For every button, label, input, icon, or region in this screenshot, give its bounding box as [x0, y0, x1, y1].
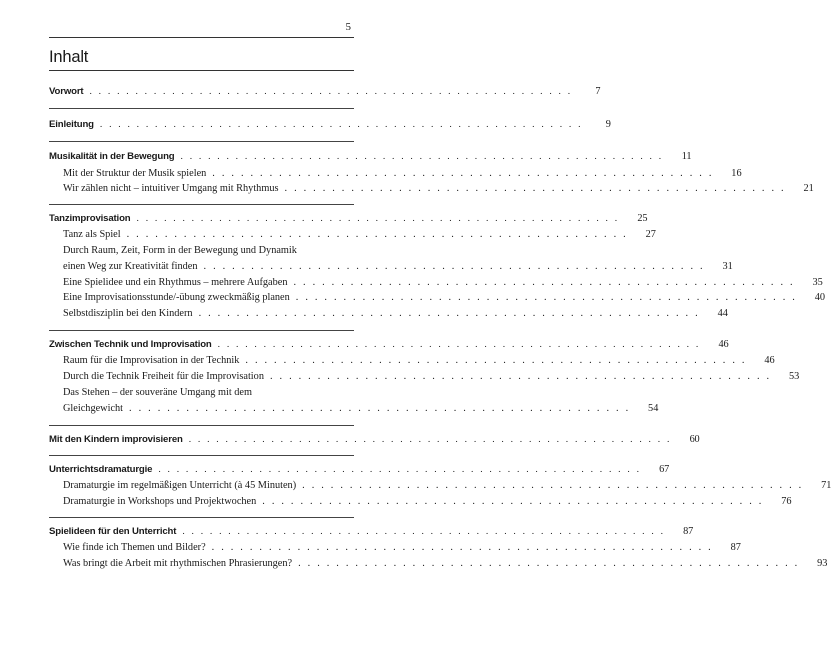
- toc-label: Durch Raum, Zeit, Form in der Bewegung und Dynamik: [63, 245, 297, 256]
- toc-label: Selbstdisziplin bei den Kindern: [63, 308, 193, 319]
- toc-label: Einleitung: [49, 119, 94, 130]
- section-divider: [49, 141, 354, 142]
- toc-page: 53: [788, 371, 800, 382]
- toc-entry-einleitung[interactable]: [49, 119, 611, 135]
- toc-label: Wir zählen nicht – intuitiver Umgang mit Rhythmus: [63, 183, 279, 194]
- toc-page: 35: [812, 277, 823, 288]
- toc-label: einen Weg zur Kreativität finden: [63, 261, 198, 272]
- toc-label: Unterrichtsdramaturgie: [49, 464, 153, 475]
- toc-leader-dots: . . . . . . . . . . . . . . . . . . . . . . . . . . . . . . . . . . . . . . . . . . . . . . . . . . . . .: [99, 119, 583, 130]
- toc-label: Dramaturgie in Workshops und Projektwochen: [63, 496, 257, 507]
- toc-entry-tanzspiel[interactable]: [49, 229, 656, 245]
- toc-leader-dots: . . . . . . . . . . . . . . . . . . . . . . . . . . . . . . . . . . . . . . . . . . . . . . . . . . . . .: [129, 403, 631, 414]
- toc-page: 9: [605, 119, 611, 130]
- toc-leader-dots: . . . . . . . . . . . . . . . . . . . . . . . . . . . . . . . . . . . . . . . . . . . . . . . . . . . . .: [293, 277, 795, 288]
- section-divider: [49, 517, 354, 518]
- toc-leader-dots: . . . . . . . . . . . . . . . . . . . . . . . . . . . . . . . . . . . . . . . . . . . . . . . . . . . . .: [217, 339, 701, 350]
- toc-page: 54: [648, 403, 659, 414]
- toc-entry-raumfuer[interactable]: [49, 355, 775, 371]
- toc-page: 87: [683, 526, 694, 537]
- toc-entry-mitkindern[interactable]: [49, 434, 700, 450]
- toc-entry-stehen-line1[interactable]: [49, 387, 354, 403]
- toc-label: Zwischen Technik und Improvisation: [49, 339, 212, 350]
- toc-page: 40: [814, 292, 826, 303]
- toc-label: Wie finde ich Themen und Bilder?: [63, 542, 206, 553]
- toc-label: Dramaturgie im regelmäßigen Unterricht (à 45 Minuten): [63, 480, 297, 491]
- toc-entry-raum-line1[interactable]: [49, 245, 354, 261]
- toc-label: Vorwort: [49, 86, 84, 97]
- toc-entry-spielideen[interactable]: [49, 526, 694, 542]
- toc-entry-stehen-line2[interactable]: [49, 403, 659, 419]
- toc-leader-dots: . . . . . . . . . . . . . . . . . . . . . . . . . . . . . . . . . . . . . . . . . . . . . . . . . . . . .: [182, 526, 666, 537]
- toc-page: 11: [681, 151, 692, 162]
- toc-leader-dots: . . . . . . . . . . . . . . . . . . . . . . . . . . . . . . . . . . . . . . . . . . . . . . . . . . . . .: [158, 464, 642, 475]
- toc-page: 7: [595, 86, 601, 97]
- toc-entry-zwischen[interactable]: [49, 339, 729, 355]
- toc-entry-freiheit[interactable]: [49, 371, 800, 387]
- section-divider: [49, 455, 354, 456]
- toc-page: 93: [817, 558, 828, 569]
- toc-entry-spielidee[interactable]: [49, 277, 823, 293]
- toc-entry-struktur[interactable]: [49, 168, 742, 184]
- toc-leader-dots: . . . . . . . . . . . . . . . . . . . . . . . . . . . . . . . . . . . . . . . . . . . . . . . . . . . . .: [203, 261, 705, 272]
- toc-entry-musikalitaet[interactable]: [49, 151, 692, 167]
- toc-page: 27: [645, 229, 656, 240]
- toc-label: Tanzimprovisation: [49, 213, 131, 224]
- toc-leader-dots: . . . . . . . . . . . . . . . . . . . . . . . . . . . . . . . . . . . . . . . . . . . . . . . . . . . . .: [262, 496, 764, 507]
- toc-label: Durch die Technik Freiheit für die Improvisation: [63, 371, 264, 382]
- toc-label: Eine Spielidee und ein Rhythmus – mehrere Aufgaben: [63, 277, 288, 288]
- toc-leader-dots: . . . . . . . . . . . . . . . . . . . . . . . . . . . . . . . . . . . . . . . . . . . . . . . . . . . . .: [136, 213, 620, 224]
- toc-entry-phrasierungen[interactable]: [49, 558, 828, 574]
- section-divider: [49, 204, 354, 205]
- toc-leader-dots: . . . . . . . . . . . . . . . . . . . . . . . . . . . . . . . . . . . . . . . . . . . . . . . . . . . . .: [269, 371, 772, 382]
- section-divider: [49, 108, 354, 109]
- toc-label: Raum für die Improvisation in der Technik: [63, 355, 240, 366]
- toc-label: Gleichgewicht: [63, 403, 124, 414]
- toc-label: Was bringt die Arbeit mit rhythmischen Phrasierungen?: [63, 558, 293, 569]
- toc-entry-selbstdisziplin[interactable]: [49, 308, 728, 324]
- toc-entry-vorwort[interactable]: [49, 86, 601, 102]
- toc-label: Tanz als Spiel: [63, 229, 121, 240]
- toc-page: 16: [731, 168, 742, 179]
- toc-leader-dots: . . . . . . . . . . . . . . . . . . . . . . . . . . . . . . . . . . . . . . . . . . . . . . . . . . . . .: [302, 480, 804, 491]
- toc-page: 87: [730, 542, 741, 553]
- toc-leader-dots: . . . . . . . . . . . . . . . . . . . . . . . . . . . . . . . . . . . . . . . . . . . . . . . . . . . . .: [126, 229, 628, 240]
- toc-page: 25: [637, 213, 648, 224]
- toc-label: Musikalität in der Bewegung: [49, 151, 175, 162]
- toc-label: Mit der Struktur der Musik spielen: [63, 168, 207, 179]
- toc-label: Das Stehen – der souveräne Umgang mit dem: [63, 387, 253, 398]
- toc-entry-regelmaessig[interactable]: [49, 480, 831, 496]
- toc-entry-tanzimprovisation[interactable]: [49, 213, 648, 229]
- toc-leader-dots: . . . . . . . . . . . . . . . . . . . . . . . . . . . . . . . . . . . . . . . . . . . . . . . . . . . . .: [188, 434, 672, 445]
- toc-page: 21: [803, 183, 814, 194]
- toc-entry-improstunde[interactable]: [49, 292, 826, 308]
- toc-leader-dots: . . . . . . . . . . . . . . . . . . . . . . . . . . . . . . . . . . . . . . . . . . . . . . . . . . . . .: [198, 308, 700, 319]
- toc-label: Spielideen für den Unterricht: [49, 526, 177, 537]
- toc-entry-themen[interactable]: [49, 542, 741, 558]
- toc-entry-workshops[interactable]: [49, 496, 792, 512]
- toc-label: Mit den Kindern improvisieren: [49, 434, 183, 445]
- page-number: 5: [345, 21, 351, 33]
- toc-page: 31: [722, 261, 733, 272]
- top-rule: [49, 37, 354, 38]
- toc-page: 46: [718, 339, 729, 350]
- toc-entry-raum-line2[interactable]: [49, 261, 733, 277]
- toc-leader-dots: . . . . . . . . . . . . . . . . . . . . . . . . . . . . . . . . . . . . . . . . . . . . . . . . . . . . .: [245, 355, 747, 366]
- page-title: Inhalt: [49, 48, 89, 66]
- toc-leader-dots: . . . . . . . . . . . . . . . . . . . . . . . . . . . . . . . . . . . . . . . . . . . . . . . . . . . . .: [295, 292, 798, 303]
- toc-leader-dots: . . . . . . . . . . . . . . . . . . . . . . . . . . . . . . . . . . . . . . . . . . . . . . . . . . . . .: [89, 86, 573, 97]
- toc-leader-dots: . . . . . . . . . . . . . . . . . . . . . . . . . . . . . . . . . . . . . . . . . . . . . . . . . . . . .: [284, 183, 786, 194]
- section-divider: [49, 330, 354, 331]
- toc-page: 67: [659, 464, 670, 475]
- toc-page: 44: [717, 308, 728, 319]
- toc-entry-rhythmus[interactable]: [49, 183, 814, 199]
- title-rule: [49, 70, 354, 71]
- toc-leader-dots: . . . . . . . . . . . . . . . . . . . . . . . . . . . . . . . . . . . . . . . . . . . . . . . . . . . . .: [212, 168, 714, 179]
- toc-label: Eine Improvisationsstunde/-übung zweckmäßig planen: [63, 292, 290, 303]
- section-divider: [49, 425, 354, 426]
- toc-page: 71: [821, 480, 831, 491]
- toc-page: 46: [764, 355, 775, 366]
- toc-leader-dots: . . . . . . . . . . . . . . . . . . . . . . . . . . . . . . . . . . . . . . . . . . . . . . . . . . . . .: [211, 542, 713, 553]
- toc-page: 76: [781, 496, 792, 507]
- toc-entry-dramaturgie[interactable]: [49, 464, 670, 480]
- toc-leader-dots: . . . . . . . . . . . . . . . . . . . . . . . . . . . . . . . . . . . . . . . . . . . . . . . . . . . . .: [298, 558, 800, 569]
- toc-page: 60: [689, 434, 700, 445]
- toc-leader-dots: . . . . . . . . . . . . . . . . . . . . . . . . . . . . . . . . . . . . . . . . . . . . . . . . . . . . .: [180, 151, 664, 162]
